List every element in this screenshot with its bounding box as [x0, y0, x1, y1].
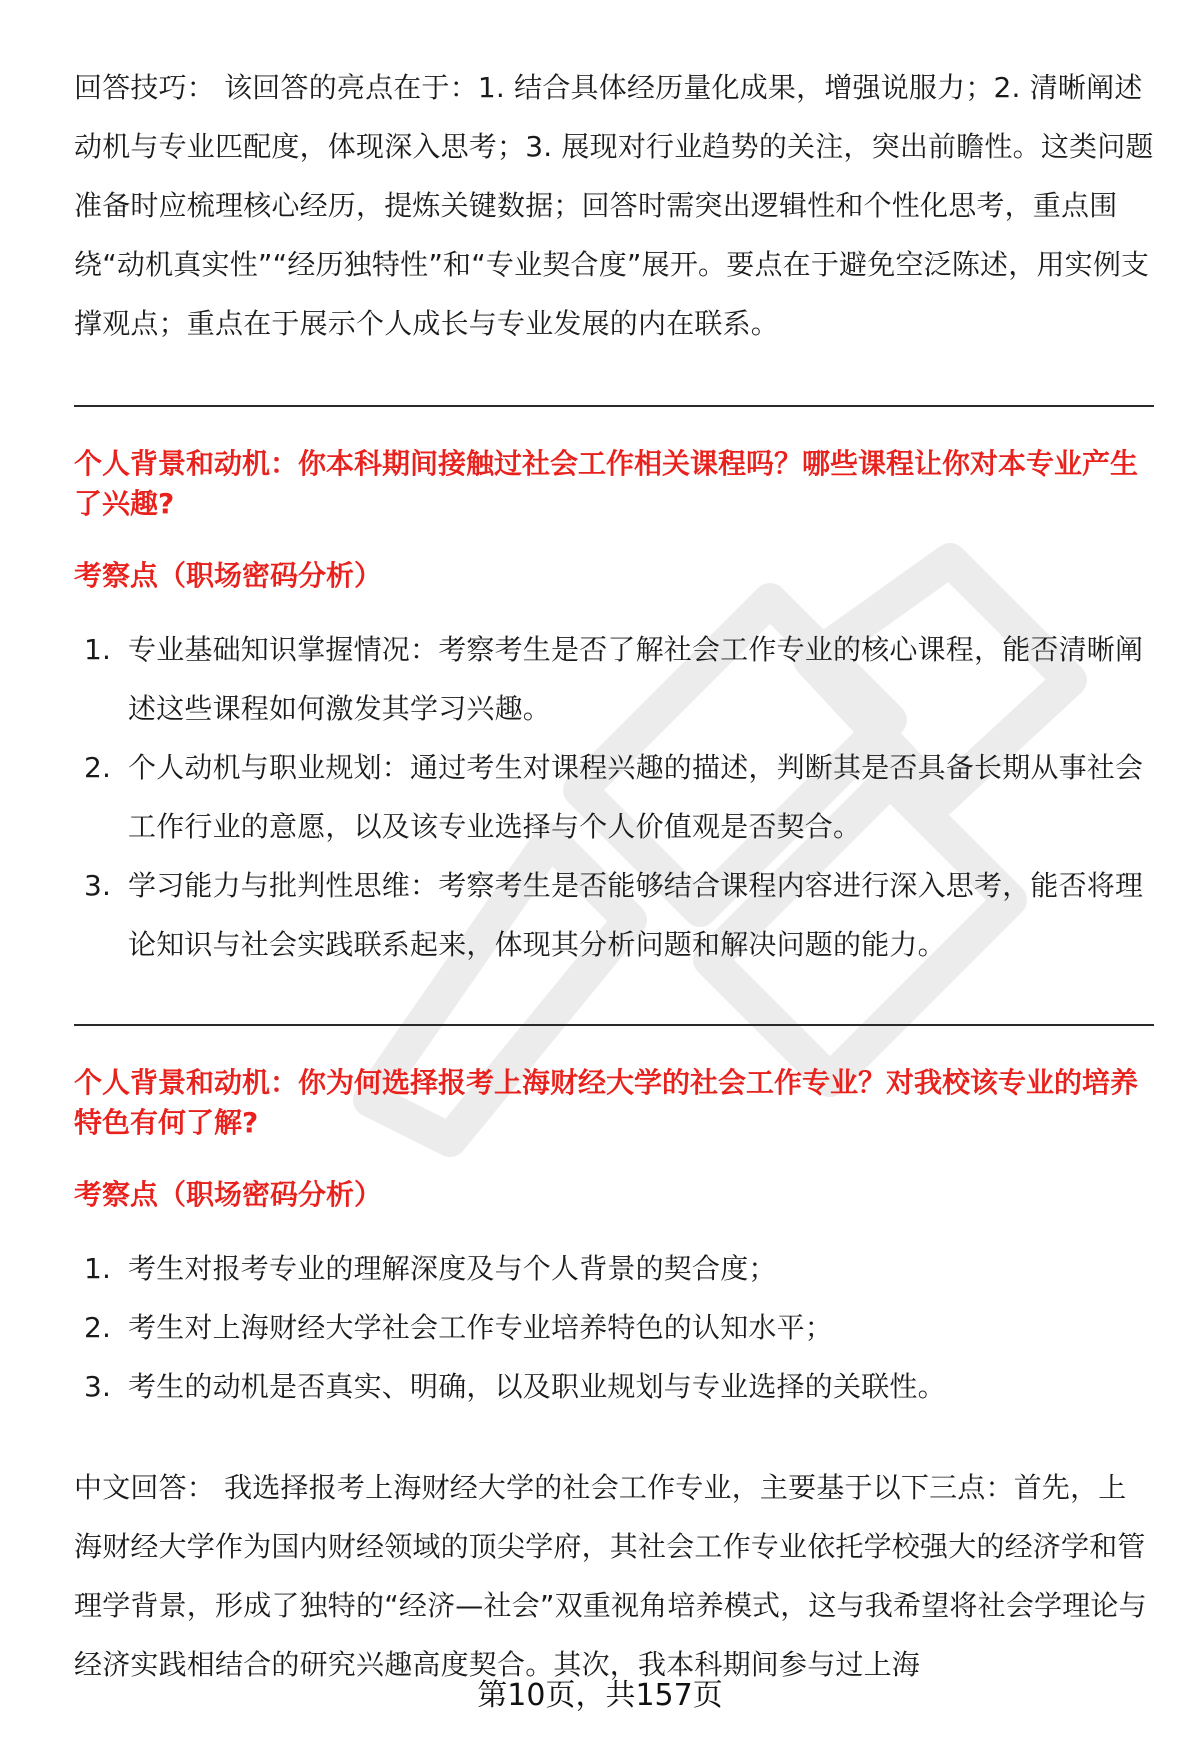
question-heading: 个人背景和动机：你为何选择报考上海财经大学的社会工作专业？对我校该专业的培养特色有何了解? — [74, 1066, 1139, 1139]
list-item-number: 1. — [84, 1252, 112, 1285]
answer-tips-paragraph: 回答技巧： 该回答的亮点在于：1. 结合具体经历量化成果，增强说服力；2. 清晰阐述动机与专业匹配度，体现深入思考；3. 展现对行业趋势的关注，突出前瞻性。这类问题准备时应梳理核心经历，提炼关键数据；回答时需突出逻辑性和个性化思考，重点围绕“动机真实性”“经历独特性”和“专业契合度”展开。要点在于避免空泛陈述，用实例支撑观点；重点在于展示个人成长与专业发展的内在联系。 — [74, 71, 1154, 340]
list-item-text: 学习能力与批判性思维：考察考生是否能够结合课程内容进行深入思考，能否将理论知识与社会实践联系起来，体现其分析问题和解决问题的能力。 — [128, 869, 1144, 961]
list-item — [74, 620, 1154, 738]
list-item-number: 2. — [84, 1311, 112, 1344]
list-item — [74, 738, 1154, 856]
list-item-number: 2. — [84, 751, 112, 784]
assessment-points-heading: 考察点（职场密码分析） — [74, 559, 383, 592]
chinese-answer-paragraph: 中文回答： 我选择报考上海财经大学的社会工作专业，主要基于以下三点：首先，上海财经大学作为国内财经领域的顶尖学府，其社会工作专业依托学校强大的经济学和管理学背景，形成了独特的“经济—社会”双重视角培养模式，这与我希望将社会学理论与经济实践相结合的研究兴趣高度契合。其次，我本科期间参与过上海 — [74, 1471, 1147, 1681]
list-item-number: 3. — [84, 1370, 112, 1403]
assessment-points-list — [74, 620, 1154, 974]
list-item — [74, 856, 1154, 974]
page-number-footer: 第10页，共157页 — [477, 1678, 723, 1713]
section-divider — [74, 1024, 1154, 1026]
list-item-text: 个人动机与职业规划：通过考生对课程兴趣的描述，判断其是否具备长期从事社会工作行业的意愿，以及该专业选择与个人价值观是否契合。 — [128, 751, 1144, 843]
assessment-points-list — [74, 1239, 1154, 1416]
list-item-text: 考生对上海财经大学社会工作专业培养特色的认知水平； — [128, 1311, 834, 1344]
list-item — [74, 1357, 1154, 1416]
assessment-points-heading: 考察点（职场密码分析） — [74, 1178, 383, 1211]
list-item-text: 专业基础知识掌握情况：考察考生是否了解社会工作专业的核心课程，能否清晰阐述这些课程如何激发其学习兴趣。 — [128, 633, 1144, 725]
list-item-text: 考生的动机是否真实、明确，以及职业规划与专业选择的关联性。 — [128, 1370, 946, 1403]
list-item-text: 考生对报考专业的理解深度及与个人背景的契合度； — [128, 1252, 777, 1285]
list-item — [74, 1298, 1154, 1357]
list-item-number: 1. — [84, 633, 112, 666]
list-item-number: 3. — [84, 869, 112, 902]
question-heading: 个人背景和动机：你本科期间接触过社会工作相关课程吗？哪些课程让你对本专业产生了兴趣? — [74, 447, 1139, 520]
list-item — [74, 1239, 1154, 1298]
section-divider — [74, 405, 1154, 407]
